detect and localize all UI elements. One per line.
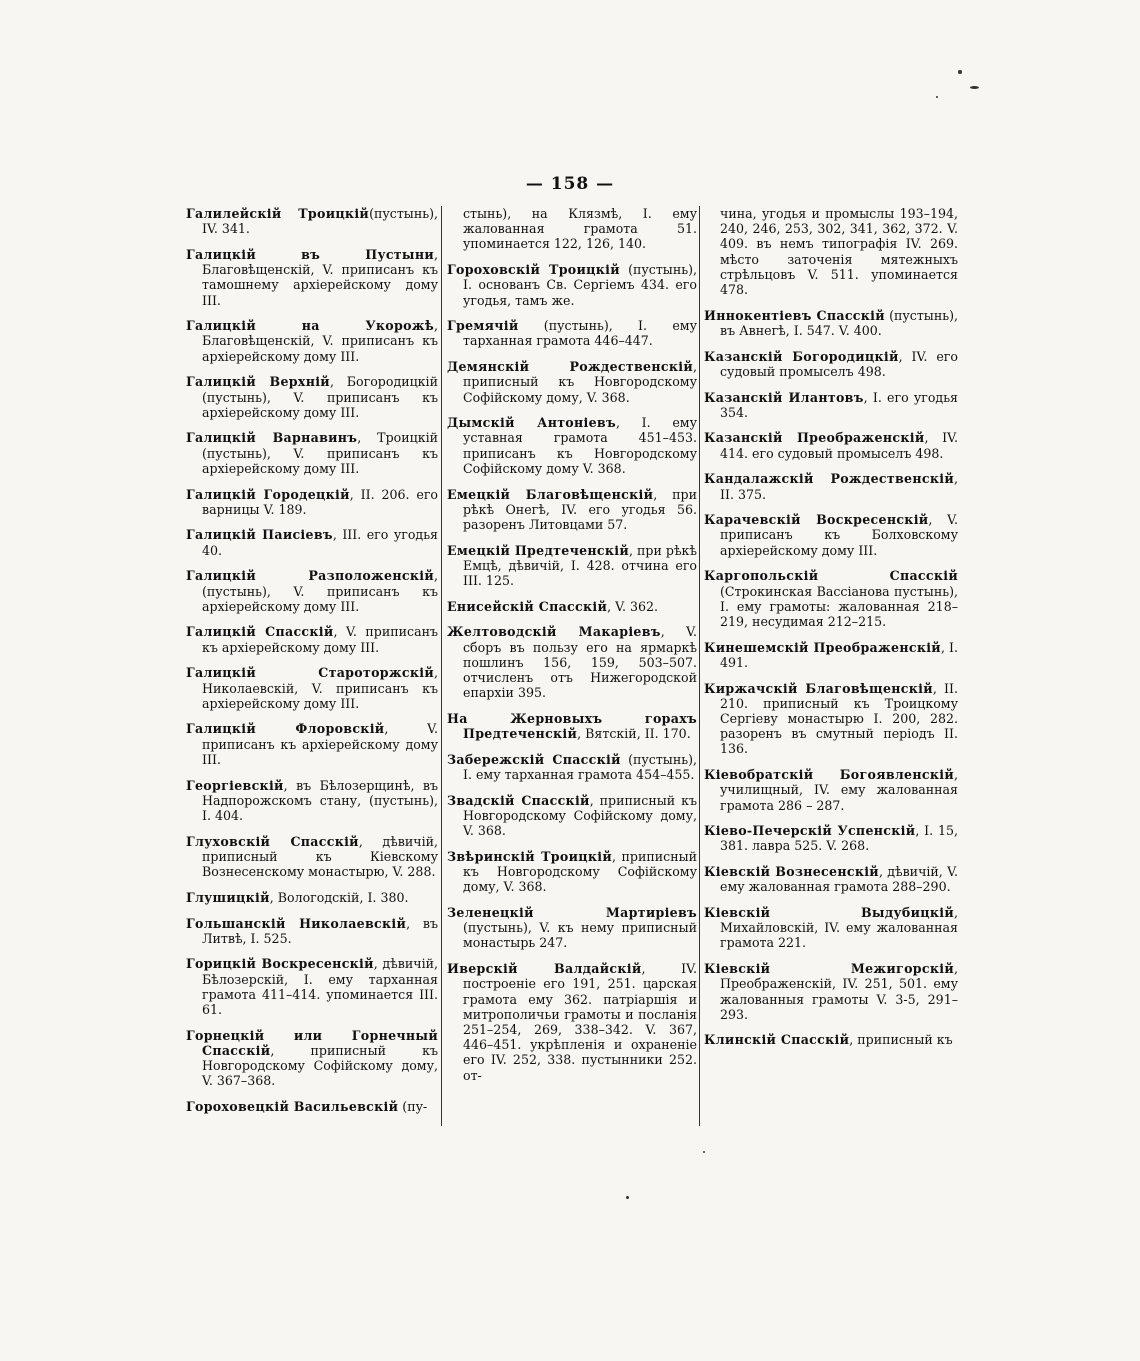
entry-headword: Кіево-Печерскій Успенскій: [704, 823, 916, 839]
column-divider: [441, 206, 442, 1126]
index-entry: [447, 961, 697, 1083]
entry-text: , V. приписанъ къ Болховскому архіерейскому дому III.: [720, 512, 958, 558]
entry-text: , Вятскій, II. 170.: [577, 726, 691, 742]
entry-headword: Карачевскій Воскресенскій: [704, 512, 929, 528]
index-entry: [447, 318, 697, 348]
index-entry: [704, 640, 958, 670]
index-entry: [186, 721, 438, 767]
entry-headword: Иверскій Валдайскій: [447, 961, 642, 977]
entry-headword: Глуховскій Спасскій: [186, 833, 359, 849]
entry-headword: Казанскій Богородицкій: [704, 348, 899, 364]
entry-text: , II. 375.: [720, 471, 958, 502]
entry-headword: Гремячій: [447, 318, 519, 334]
entry-text: , Преображенскій, IV. 251, 501. ему жалованныя грамоты V. 3-5, 291–293.: [720, 961, 958, 1022]
index-entry: [186, 778, 438, 824]
entry-text: , I. его угодья 354.: [720, 389, 958, 420]
ink-speck: [970, 86, 979, 89]
entry-headword: Дымскій Антоніевъ: [447, 415, 616, 431]
entry-text: , (пустынь), V. приписанъ къ архіерейскому дому III.: [202, 568, 438, 614]
entry-headword: Казанскій Преображенскій: [704, 430, 925, 446]
entry-text: (пустынь), въ Авнегѣ, I. 547. V. 400.: [720, 307, 958, 338]
entry-text: , при рѣкѣ Онегѣ, IV. его угодья 56. разоренъ Литовцами 57.: [463, 486, 697, 532]
entry-headword: Клинскій Спасскій: [704, 1032, 850, 1048]
entry-headword: Галицкій Варнавинъ: [186, 430, 358, 446]
index-entry: [447, 752, 697, 782]
entry-headword: Киржачскій Благовѣщенскій: [704, 680, 933, 696]
index-entry: [704, 864, 958, 894]
entry-text: , Вологодскій, I. 380.: [269, 889, 409, 905]
index-entry: [186, 206, 438, 236]
entry-text: , Троицкій (пустынь), V. приписанъ къ архіерейскому дому III.: [202, 430, 438, 476]
index-entry: [704, 349, 958, 379]
entry-headword: Горицкій Воскресенскій: [186, 956, 374, 972]
index-entry: [447, 711, 697, 741]
entry-text: , IV. его судовый промыселъ 498.: [720, 348, 958, 379]
entry-headword: Галилейскій Троицкій: [186, 206, 370, 221]
entry-headword: Забережскій Спасскій: [447, 751, 621, 767]
entry-headword: Георгіевскій: [186, 777, 284, 793]
index-entry: [186, 624, 438, 654]
entry-text: , Благовѣщенскій, V. приписанъ къ архіерейскому дому III.: [202, 318, 438, 364]
index-entry: [186, 374, 438, 420]
entry-headword: Кинешемскій Преображенскій: [704, 639, 941, 655]
index-entry: [704, 308, 958, 338]
entry-text: , въ Литвѣ, I. 525.: [202, 915, 438, 946]
entry-text: , III. его угодья 40.: [202, 527, 438, 558]
index-entry: [704, 206, 958, 297]
index-entry: [186, 318, 438, 364]
entry-text: , II. 210. приписный къ Троицкому Сергіеву монастырю I. 200, 282. разоренъ въ смутный періодъ II. 136.: [720, 680, 958, 757]
entry-headword: Кіевскій Выдубицкій: [704, 905, 954, 921]
index-entry: [447, 793, 697, 839]
index-entry: [186, 665, 438, 711]
index-entry: [186, 916, 438, 946]
entry-headword: Емецкій Предтеченскій: [447, 542, 630, 558]
index-entry: [704, 681, 958, 757]
index-entry: [447, 599, 697, 614]
entry-text: , при рѣкѣ Емцѣ, дѣвичій, I. 428. отчина его III. 125.: [463, 542, 697, 589]
entry-headword: Зеленецкій Мартиріевъ: [447, 905, 697, 921]
index-entry: [186, 430, 438, 476]
entry-text: , V. 362.: [607, 598, 659, 614]
index-entry: [704, 512, 958, 558]
entry-text: , Богородицкій (пустынь), V. приписанъ къ архіерейскому дому III.: [202, 374, 438, 420]
index-entry: [186, 568, 438, 614]
entry-headword: Галицкій Городецкій: [186, 486, 350, 502]
index-entry: [704, 390, 958, 420]
index-entry: [704, 471, 958, 501]
entry-text: , приписный къ Новгородскому Софійскому дому, V. 367–368.: [202, 1042, 438, 1089]
entry-headword: Галицкій Староторжскій: [186, 665, 434, 681]
entry-headword: Емецкій Благовѣщенскій: [447, 486, 654, 502]
entry-headword: Галицкій Флоровскій: [186, 721, 385, 737]
entry-text: , въ Бѣлозерщинѣ, въ Надпорожскомъ стану, (пустынь), I. 404.: [202, 777, 438, 823]
index-entry: [447, 206, 697, 252]
entry-text: , приписный къ Новгородскому Софійскому дому, V. 368.: [463, 792, 697, 839]
entry-text: , V. сборъ въ пользу его на ярмаркѣ пошлинъ 156, 159, 503–507. отчисленъ отъ Нижегородской епархіи 395.: [463, 624, 697, 701]
index-entry: [704, 767, 958, 813]
entry-headword: Гороховскій Троицкій: [447, 262, 620, 278]
index-entry: [186, 527, 438, 557]
entry-text: , V. приписанъ къ архіерейскому дому III.: [202, 721, 438, 767]
index-entry: [447, 543, 697, 589]
entry-headword: Кіевскій Межигорскій: [704, 961, 954, 977]
entry-headword: Горнецкій или Горнечный Спасскій: [186, 1027, 438, 1058]
entry-text: (пу-: [398, 1099, 428, 1115]
entry-text: , I. ему уставная грамота 451–453. приписанъ къ Новгородскому Софійскому дому V. 368.: [463, 415, 697, 476]
entry-text: , приписный къ Новгородскому Софійскому дому, V. 368.: [463, 848, 697, 895]
index-column-right: [704, 206, 958, 1131]
index-entry: [704, 823, 958, 853]
entry-text: стынь), на Клязмѣ, I. ему жалованная грамота 51. упоминается 122, 126, 140.: [463, 206, 697, 252]
index-entry: [186, 890, 438, 905]
entry-text: (пустынь), I. ему тарханная грамота 446–447.: [463, 318, 697, 349]
entry-text: , дѣвичій, приписный къ Кіевскому Вознесенскому монастырю, V. 288.: [202, 833, 438, 880]
index-entry: [447, 359, 697, 405]
index-entry: [447, 905, 697, 951]
index-column-left: [186, 206, 438, 1131]
index-entry: [447, 415, 697, 476]
entry-text: (пустынь), I. ему тарханная грамота 454–455.: [463, 751, 697, 783]
entry-headword: Галицкій Разположенскій: [186, 568, 434, 584]
index-entry: [704, 430, 958, 460]
entry-headword: Демянскій Рождественскій: [447, 359, 693, 375]
entry-headword: Галицкій Паисіевъ: [186, 527, 333, 543]
entry-headword: Кіевскій Вознесенскій: [704, 864, 879, 880]
entry-headword: Галицкій Верхній: [186, 374, 330, 390]
entry-text: , II. 206. его варницы V. 189.: [202, 486, 438, 517]
index-entry: [186, 956, 438, 1017]
index-entry: [704, 1032, 958, 1047]
index-entry: [704, 568, 958, 629]
entry-headword: Галицкій въ Пустыни: [186, 246, 434, 262]
entry-text: чина, угодья и промыслы 193–194, 240, 246, 253, 302, 341, 362, 372. V. 409. въ немъ типографія IV. 269. мѣсто заточенія мятежныхъ стрѣльцовъ V. 511. упоминается 478.: [720, 206, 958, 298]
entry-text: , I. 15, 381. лавра 525. V. 268.: [720, 823, 958, 854]
entry-headword: Кіевобратскій Богоявленскій: [704, 767, 954, 783]
ink-speck: [936, 96, 938, 98]
entry-text: , Михайловскій, IV. ему жалованная грамота 221.: [720, 905, 958, 951]
entry-text: , дѣвичій, V. ему жалованная грамота 288–290.: [720, 864, 958, 895]
entry-headword: Каргопольскій Спасскій: [704, 568, 958, 584]
entry-headword: Казанскій Илантовъ: [704, 389, 864, 405]
entry-headword: Гольшанскій Николаевскій: [186, 915, 407, 931]
index-entry: [447, 262, 697, 308]
entry-headword: Глушицкій: [186, 889, 270, 905]
entry-headword: Галицкій Спасскій: [186, 624, 334, 640]
index-entry: [447, 624, 697, 700]
entry-text: , Николаевскій, V. приписанъ къ архіерейскому дому III.: [202, 665, 438, 711]
index-entry: [704, 961, 958, 1022]
entry-headword: Кандалажскій Рождественскій: [704, 471, 954, 487]
index-entry: [186, 487, 438, 517]
entry-headword: Галицкій на Укорожѣ: [186, 318, 434, 334]
entry-headword: Желтоводскій Макаріевъ: [447, 624, 661, 640]
entry-text: , IV. 414. его судовый промыселъ 498.: [720, 430, 958, 461]
entry-text: (Строкинская Вассіанова пустынь), I. ему грамоты: жалованная 218–219, несудимая 212–215.: [720, 583, 958, 629]
entry-text: (пустынь), V. къ нему приписный монастырь 247.: [463, 920, 697, 951]
entry-text: , IV. построеніе его 191, 251. царская грамота ему 362. патріаршія и митрополичьи грамоты и посланія 251–254, 269, 338–342. V. 367, 446–451. укрѣпленія и охраненіе его IV. 252, 338. пустынники 252. от-: [463, 961, 697, 1083]
entry-text: , I. 491.: [720, 639, 958, 670]
index-entry: [186, 834, 438, 880]
ink-speck: [626, 1196, 629, 1199]
entry-text: (пустынь), I. основанъ Св. Сергіемъ 434. его угодья, тамъ же.: [463, 262, 697, 308]
index-entry: [447, 487, 697, 533]
index-entry: [186, 1028, 438, 1089]
ink-speck: [703, 1151, 705, 1153]
entry-headword: На Жерновыхъ горахъ Предтеченскій: [447, 710, 697, 742]
page-number: — 158 —: [525, 174, 615, 194]
column-divider: [699, 206, 700, 1126]
index-entry: [186, 1099, 438, 1114]
entry-text: (пустынь), IV. 341.: [202, 206, 438, 237]
entry-text: , приписный къ Новгородскому Софійскому дому, V. 368.: [463, 359, 697, 405]
entry-headword: Гороховецкій Васильевскій: [186, 1099, 399, 1115]
entry-text: , училищный, IV. ему жалованная грамота 286 – 287.: [720, 767, 958, 813]
entry-headword: Иннокентіевъ Спасскій: [704, 307, 885, 323]
entry-text: , приписный къ: [849, 1032, 953, 1048]
entry-headword: Звѣринскій Троицкій: [447, 848, 612, 864]
entry-text: , Благовѣщенскій, V. приписанъ къ тамошнему архіерейскому дому III.: [202, 246, 438, 308]
index-entry: [186, 247, 438, 308]
entry-headword: Енисейскій Спасскій: [447, 598, 608, 614]
entry-text: , дѣвичій, Бѣлозерскій, I. ему тарханная грамота 411–414. упоминается III. 61.: [202, 956, 438, 1018]
entry-text: , V. приписанъ къ архіерейскому дому III.: [202, 624, 438, 655]
index-entry: [447, 849, 697, 895]
ink-speck: [958, 70, 962, 74]
index-entry: [704, 905, 958, 951]
entry-headword: Звадскій Спасскій: [447, 792, 590, 808]
index-column-middle: [447, 206, 697, 1131]
